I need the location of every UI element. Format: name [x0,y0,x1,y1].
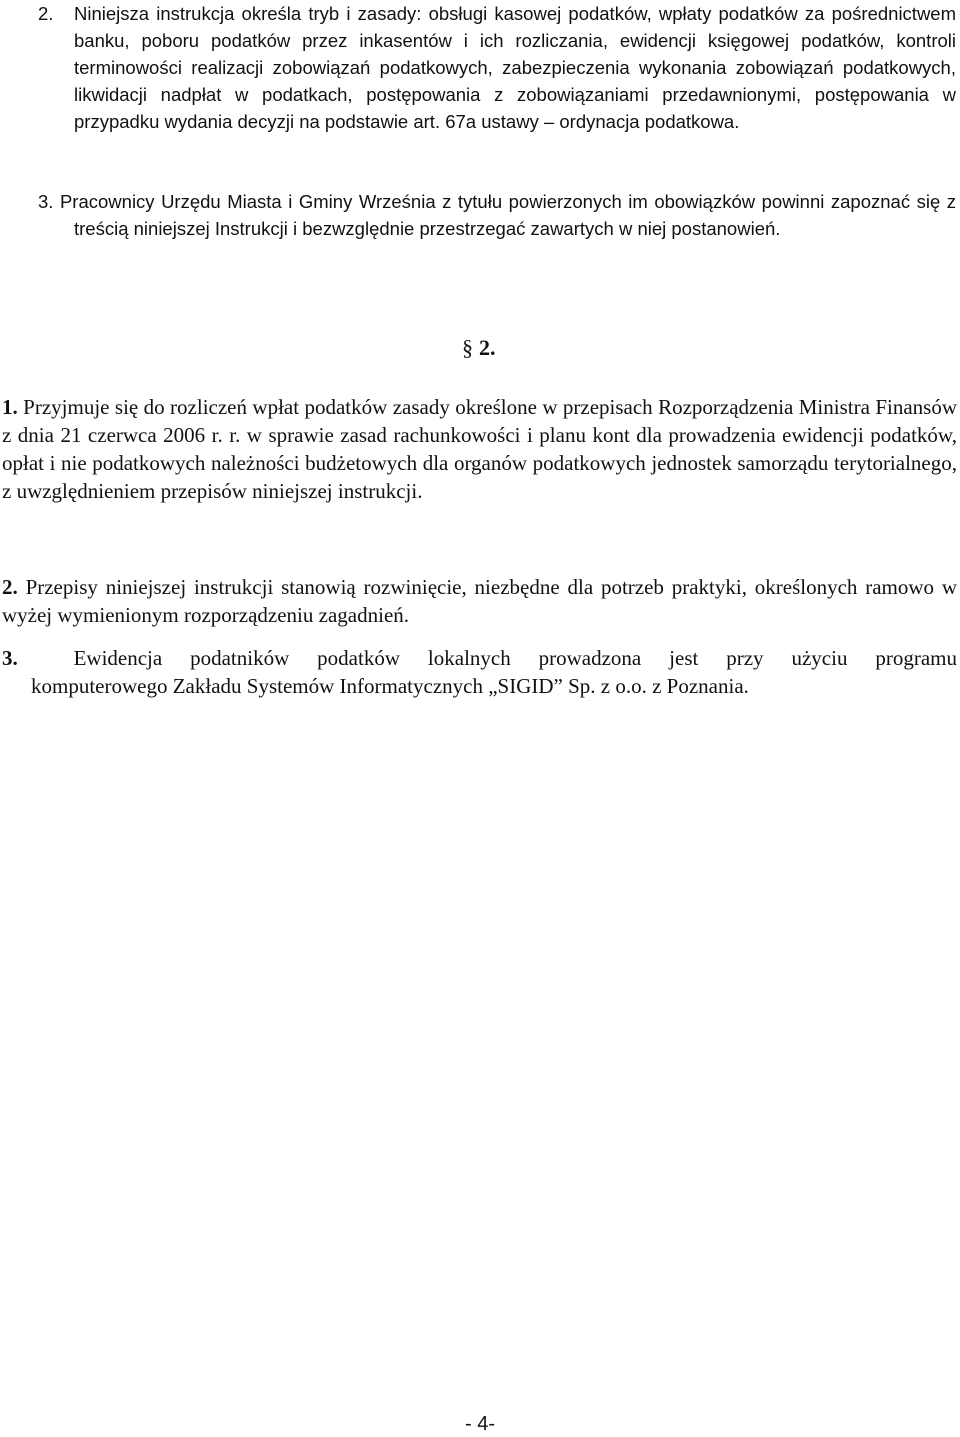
section-number: 2. [479,335,496,360]
item-number: 1. [2,395,18,419]
item-text-continued: komputerowego Zakładu Systemów Informatycznych „SIGID” Sp. z o.o. z Poznania. [31,674,749,698]
list-item [2,573,957,629]
item-number: 3. [2,646,18,670]
list-item [2,393,957,505]
item-text: Pracownicy Urzędu Miasta i Gminy Września z tytułu powierzonych im obowiązków powinni zapoznać się z treścią niniejszej Instrukcji i bezwzględnie przestrzegać zawartych w niej postanowień. [59,191,957,239]
item-text: Przyjmuje się do rozliczeń wpłat podatków zasady określone w przepisach Rozporządzenia Ministra Finansów z dnia 21 czerwca 2006 r. r. w sprawie zasad rachunkowości i planu kont dla prowadzenia ewidencji podatków, opłat i nie podatkowych należności budżetowych dla organów podatkowych jednostek samorządu terytorialnego, z uwzględnieniem przepisów niniejszej instrukcji. [2,395,958,503]
list-item [38,0,956,135]
list-item [2,644,957,700]
page-number: - 4- [465,1413,495,1435]
item-paragraph [38,188,956,242]
item-text: Niniejsza instrukcja określa tryb i zasady: obsługi kasowej podatków, wpłaty podatków za pośrednictwem banku, poboru podatków przez inkasentów i ich rozliczania, ewidencji księgowej podatków, kontroli terminowości realizacji zobowiązań podatkowych, zabezpieczenia wykonania zobowiązań podatkowych, likwidacji nadpłat w podatkach, postępowania z zobowiązaniami przedawnionymi, postępowania w przypadku wydania decyzji na podstawie art. 67a ustawy – ordynacja podatkowa. [74,3,956,132]
item-text: Ewidencja podatników podatków lokalnych prowadzona jest przy użyciu programu [73,646,957,670]
list-item [38,188,956,242]
section-sign: § [462,335,473,360]
item-text: Przepisy niniejszej instrukcji stanowią rozwinięcie, niezbędne dla potrzeb praktyki, określonych ramowo w wyżej wymienionym rozporządzeniu zagadnień. [2,575,958,627]
item-number: 2. [2,575,18,599]
item-number: 3. [38,191,54,212]
item-number: 2. [38,3,54,24]
section-heading [462,334,496,362]
